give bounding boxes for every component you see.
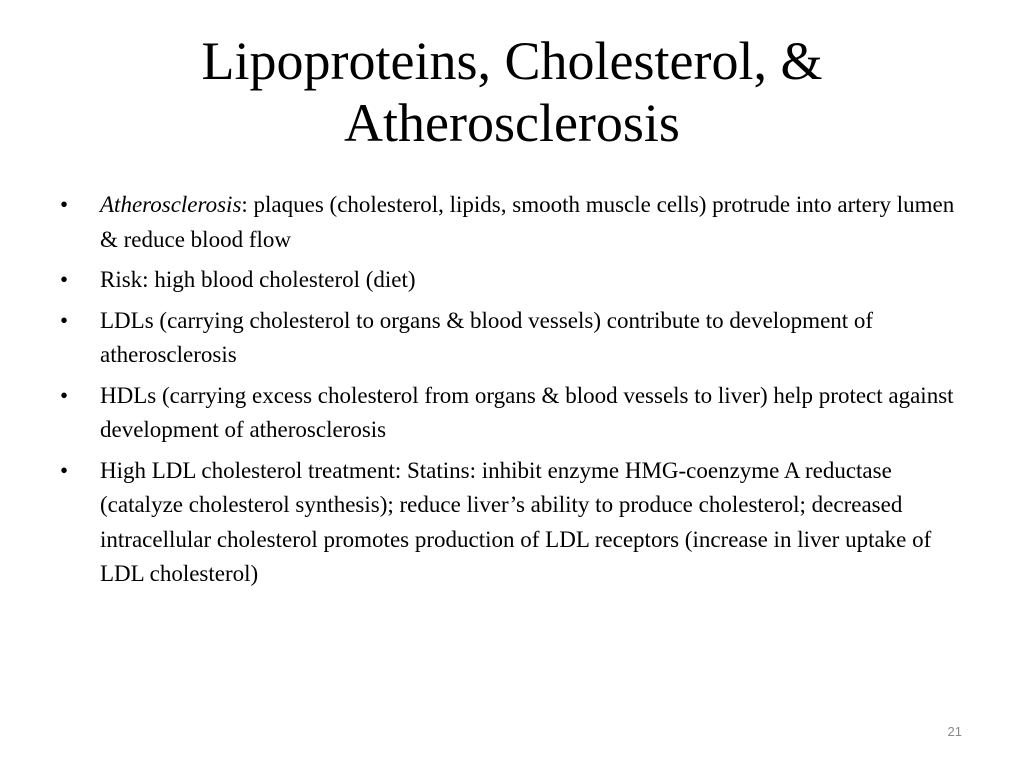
- bullet-dot: •: [60, 307, 69, 333]
- bullet-dot: •: [60, 382, 69, 408]
- slide-title: [60, 30, 964, 154]
- bullet-item-risk: [60, 263, 960, 298]
- page-number: 21: [947, 724, 962, 739]
- bullet-text: LDLs (carrying cholesterol to organs & blood vessels) contribute to development of atherosclerosis: [100, 307, 874, 367]
- bullet-item-treatment: [60, 454, 960, 592]
- bullet-text: : plaques (cholesterol, lipids, smooth muscle cells) protrude into artery lumen & reduce blood flow: [100, 192, 955, 252]
- bullet-text: HDLs (carrying excess cholesterol from organs & blood vessels to liver) help protect against development of atherosclerosis: [100, 382, 954, 442]
- bullet-item-atherosclerosis: [60, 188, 960, 257]
- bullet-dot: •: [60, 457, 69, 483]
- bullet-item-ldls: [60, 304, 960, 373]
- bullet-list: [60, 188, 960, 598]
- slide-title-line-2: Atherosclerosis: [344, 93, 680, 153]
- bullet-dot: •: [60, 192, 69, 217]
- slide-title-line-1: Lipoproteins, Cholesterol, &: [201, 31, 823, 91]
- bullet-dot: •: [60, 267, 69, 292]
- bullet-term: Atherosclerosis: [100, 192, 242, 217]
- bullet-item-hdls: [60, 379, 960, 448]
- bullet-text: Risk: high blood cholesterol (diet): [100, 267, 416, 292]
- bullet-text: High LDL cholesterol treatment: Statins: inhibit enzyme HMG-coenzyme A reductase (catalyze cholesterol synthesis); reduce liver’s ability to produce cholesterol; decreased intracellular cholesterol promotes production of LDL receptors (increase in liver uptake of LDL cholesterol): [100, 457, 932, 586]
